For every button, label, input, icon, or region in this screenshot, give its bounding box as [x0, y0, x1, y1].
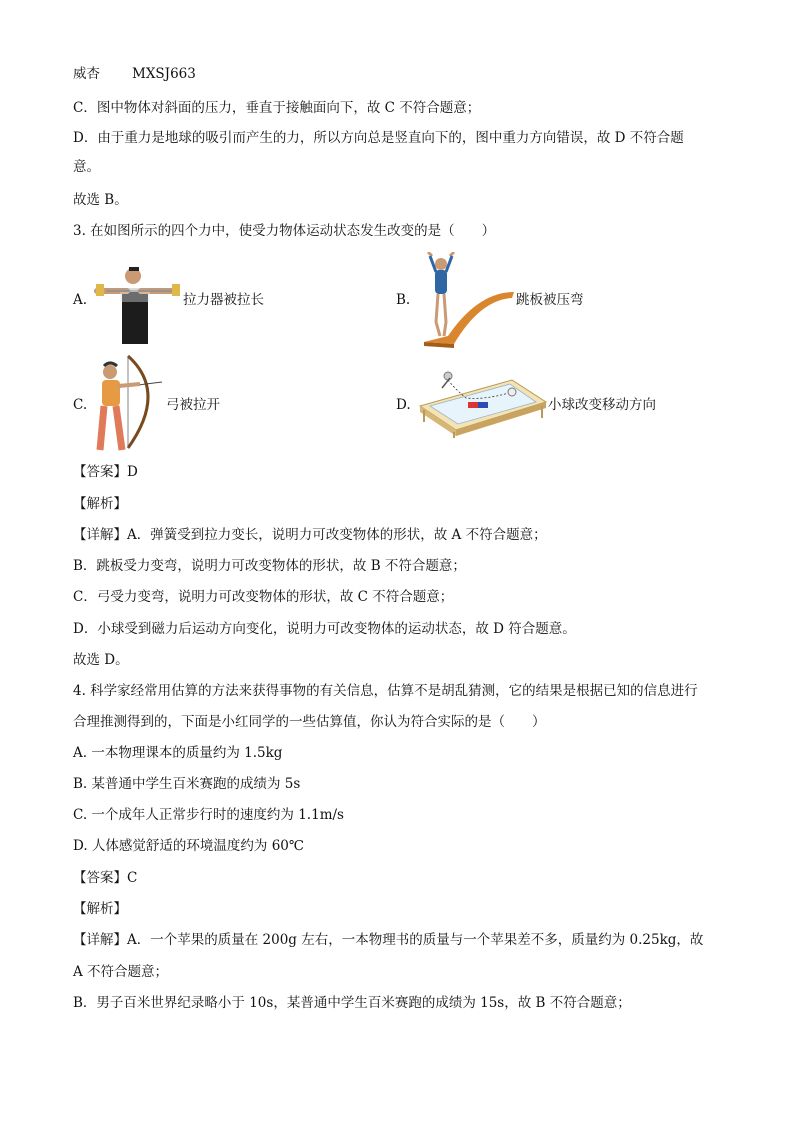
q4-analysis-label: 【解析】: [73, 901, 127, 917]
q4-option-b: B. 某普通中学生百米赛跑的成绩为 5s: [73, 776, 301, 792]
q3-option-c-letter: C.: [73, 397, 88, 413]
q3-analysis-1: 【详解】A．弹簧受到拉力变长，说明力可改变物体的形状，故 A 不符合题意；: [73, 527, 547, 543]
ball-deflected-by-magnet-icon: [416, 366, 548, 438]
q4-answer: 【答案】C: [73, 870, 138, 886]
q3-analysis-label: 【解析】: [73, 496, 127, 512]
header-right: MXSJ663: [132, 66, 196, 82]
header-left: 威杏: [73, 66, 100, 82]
q3-option-a-caption: 拉力器被拉长: [183, 292, 264, 308]
q3-analysis-4: D．小球受到磁力后运动方向变化，说明力可改变物体的运动状态，故 D 符合题意。: [73, 621, 576, 637]
q3-analysis-2: B．跳板受力变弯，说明力可改变物体的形状，故 B 不符合题意；: [73, 558, 466, 574]
q3-option-d-caption: 小球改变移动方向: [548, 397, 656, 413]
archer-drawing-bow-icon: [92, 352, 168, 454]
man-stretching-expander-icon: [92, 262, 184, 346]
q3-option-c-caption: 弓被拉开: [166, 397, 220, 413]
prev-line-2: D．由于重力是地球的吸引而产生的力，所以方向总是竖直向下的，图中重力方向错误，故 D 不符合题: [73, 130, 684, 146]
q4-analysis-1: 【详解】A．一个苹果的质量在 200g 左右，一本物理书的质量与一个苹果差不多，质量约为 0.25kg，故: [73, 932, 704, 948]
prev-line-1: C．图中物体对斜面的压力，垂直于接触面向下，故 C 不符合题意；: [73, 100, 481, 116]
q3-analysis-3: C．弓受力变弯，说明力可改变物体的形状，故 C 不符合题意；: [73, 589, 454, 605]
q4-option-d: D. 人体感觉舒适的环境温度约为 60℃: [73, 838, 304, 854]
prev-line-4: 故选 B。: [73, 192, 128, 208]
q3-option-d-letter: D.: [396, 397, 411, 413]
q4-option-a: A. 一本物理课本的质量约为 1.5kg: [73, 745, 283, 761]
q4-analysis-2: A 不符合题意；: [73, 964, 169, 980]
q4-stem-2: 合理推测得到的，下面是小红同学的一些估算值，你认为符合实际的是（ ）: [73, 714, 546, 730]
q3-option-a-letter: A.: [73, 292, 88, 308]
q3-analysis-5: 故选 D。: [73, 652, 129, 668]
q4-analysis-3: B．男子百米世界纪录略小于 10s，某普通中学生百米赛跑的成绩为 15s，故 B 不符合题意；: [73, 995, 631, 1011]
q3-answer: 【答案】D: [73, 464, 138, 480]
q4-option-c: C. 一个成年人正常步行时的速度约为 1.1m/s: [73, 807, 344, 823]
q4-stem-1: 4. 科学家经常用估算的方法来获得事物的有关信息，估算不是胡乱猜测，它的结果是根据已知的信息进行: [73, 683, 698, 699]
prev-line-3: 意。: [73, 159, 100, 175]
q3-option-b-caption: 跳板被压弯: [516, 292, 584, 308]
diver-on-springboard-icon: [418, 252, 518, 348]
q3-option-b-letter: B.: [396, 292, 411, 308]
page-header: [73, 64, 196, 84]
q3-stem: 3. 在如图所示的四个力中，使受力物体运动状态发生改变的是（ ）: [73, 223, 496, 239]
